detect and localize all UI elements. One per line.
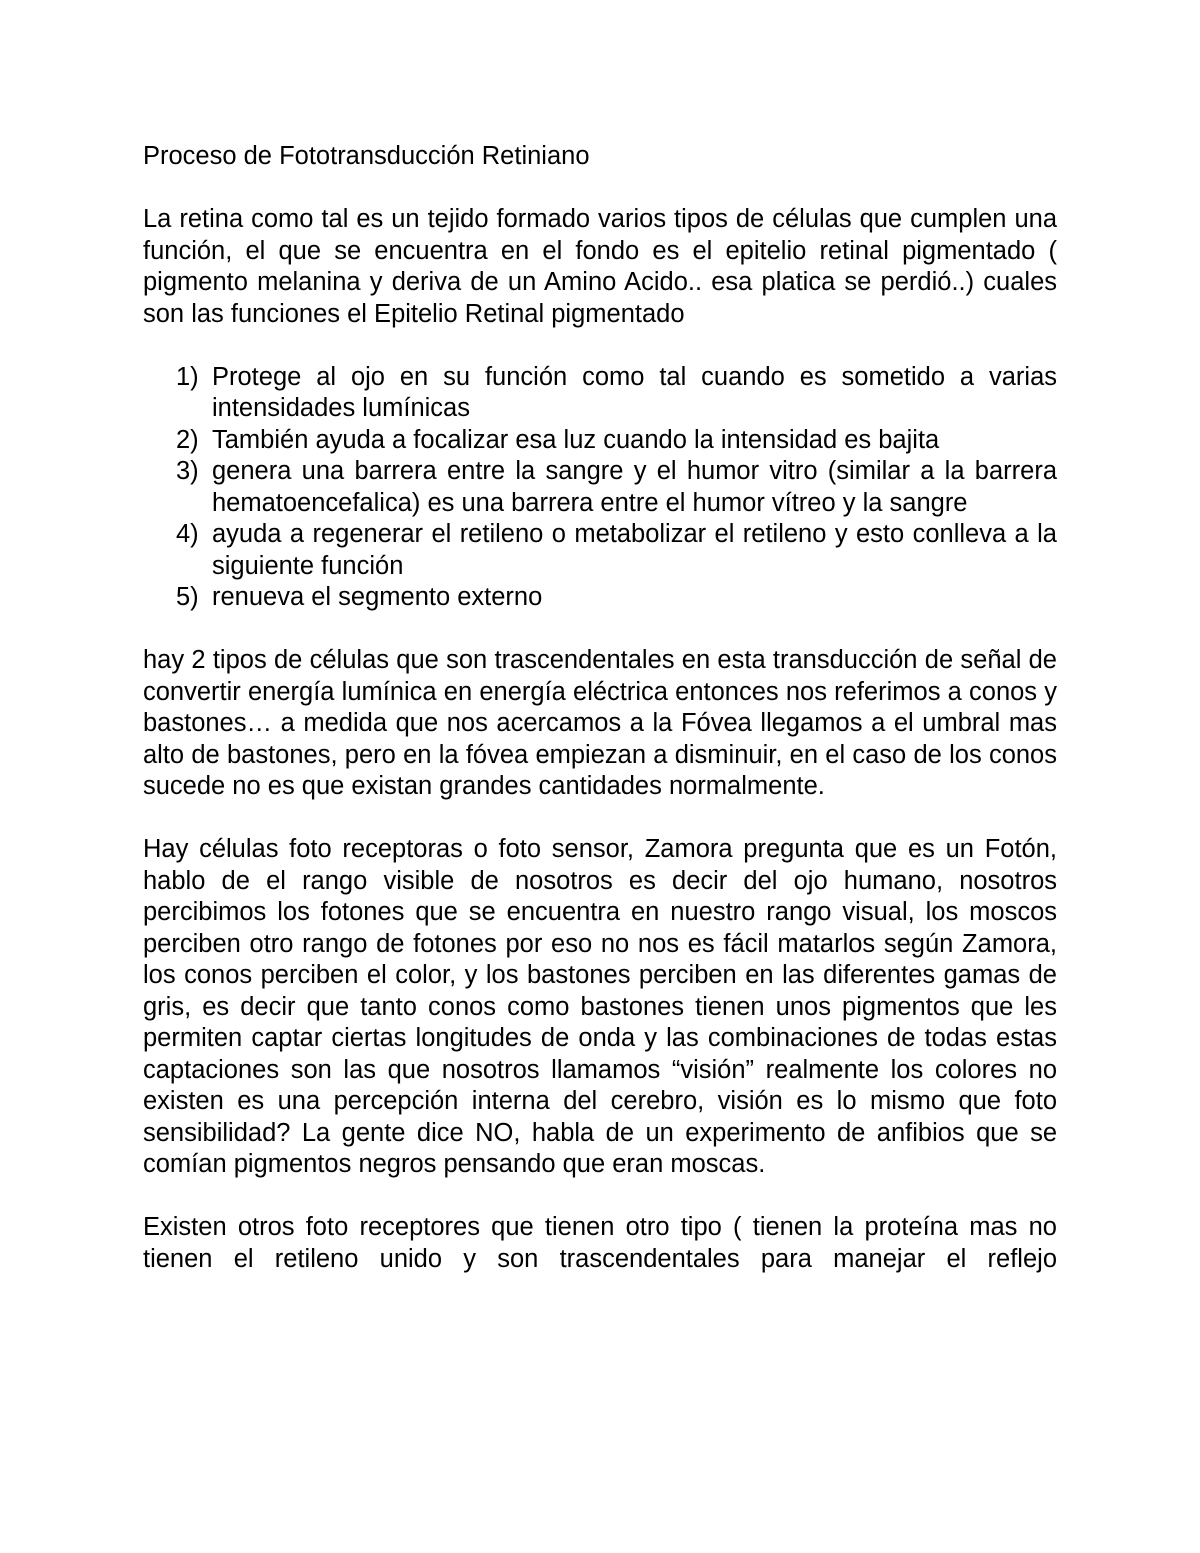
body-paragraph-other-receptors: Existen otros foto receptores que tienen otro tipo ( tienen la proteína mas no tienen el retileno unido y son trascendentales para manejar el reflejo [143,1213,1057,1273]
list-number: 5) [176,583,199,611]
functions-list [143,362,1057,614]
spacer [143,1181,1057,1213]
list-number: 1) [176,362,199,391]
spacer [143,614,1057,646]
list-item-text: Protege al ojo en su función como tal cuando es sometido a varias intensidades lumínicas [212,362,1057,422]
intro-paragraph: La retina como tal es un tejido formado varios tipos de células que cumplen una función, el que se encuentra en el fondo es el epitelio retinal pigmentado ( pigmento melanina y deriva de un Amino Acido.. esa platica se perdió..) cuales son las funciones el Epitelio Retinal pigmentado [143,205,1057,328]
list-item [176,519,1057,582]
list-item-text: También ayuda a focalizar esa luz cuando la intensidad es bajita [212,425,940,454]
list-item [176,582,1057,614]
list-item [176,362,1057,425]
list-number: 2) [176,425,199,454]
list-item [176,456,1057,519]
body-paragraph-cells: hay 2 tipos de células que son trascendentales en esta transducción de señal de convertir energía lumínica en energía eléctrica entonces nos referimos a conos y bastones… a medida que nos acercamos a la Fóvea llegamos a el umbral mas alto de bastones, pero en la fóvea empiezan a disminuir, en el caso de los conos sucede no es que existan grandes cantidades normalmente. [143,646,1057,800]
document-title: Proceso de Fototransducción Retiniano [143,142,590,170]
spacer [143,330,1057,362]
document-body [143,141,1057,1275]
list-item-text: ayuda a regenerar el retileno o metabolizar el retileno y esto conlleva a la siguiente función [212,520,1057,580]
spacer [143,803,1057,835]
list-item [176,425,1057,457]
list-item-text: renueva el segmento externo [212,583,543,611]
list-number: 3) [176,457,199,485]
list-item-text: genera una barrera entre la sangre y el humor vitro (similar a la barrera hematoencefalica) es una barrera entre el humor vítreo y la sangre [212,457,1057,517]
list-number: 4) [176,520,199,548]
body-paragraph-photoreceptors: Hay células foto receptoras o foto sensor, Zamora pregunta que es un Fotón, hablo de el rango visible de nosotros es decir del ojo humano, nosotros percibimos los fotones que se encuentra en nuestro rango visual, los moscos perciben otro rango de fotones por eso no nos es fácil matarlos según Zamora, los conos perciben el color, y los bastones perciben en las diferentes gamas de gris, es decir que tanto conos como bastones tienen unos pigmentos que les permiten captar ciertas longitudes de onda y las combinaciones de todas estas captaciones son las que nosotros llamamos “visión” realmente los colores no existen es una percepción interna del cerebro, visión es lo mismo que foto sensibilidad? La gente dice NO, habla de un experimento de anfibios que se comían pigmentos negros pensando que eran moscas. [143,835,1057,1178]
